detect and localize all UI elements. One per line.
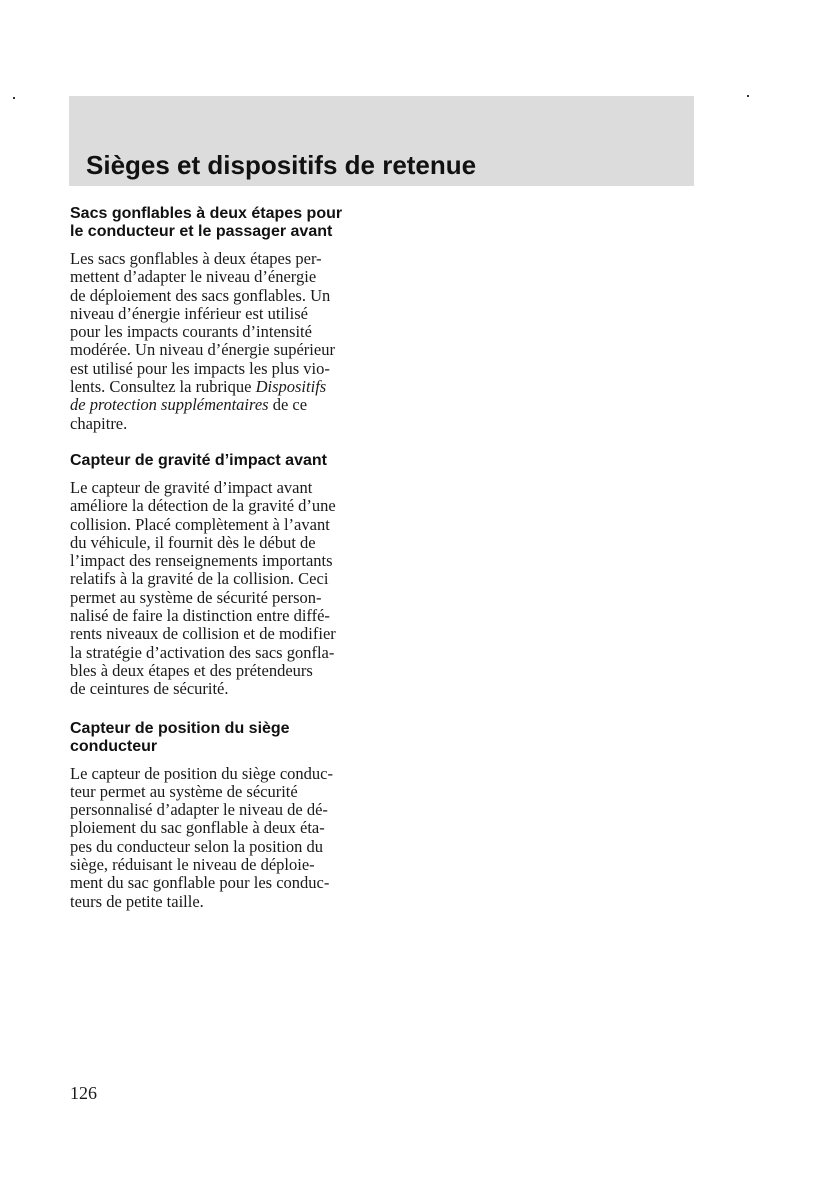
body-line: rents niveaux de collision et de modifier — [70, 624, 336, 644]
body-line: bles à deux étapes et des prétendeurs — [70, 660, 313, 680]
body-line: relatifs à la gravité de la collision. Ceci — [70, 569, 329, 589]
body-line: Le capteur de gravité d’impact avant — [70, 477, 313, 497]
heading-line: conducteur — [70, 737, 158, 755]
crop-mark-left — [13, 97, 15, 99]
heading-line: le conducteur et le passager avant — [70, 223, 333, 240]
section-driver-seat-position-sensor — [70, 720, 374, 911]
section-crash-severity-sensor — [70, 452, 374, 699]
body-line — [70, 396, 374, 414]
cross-reference-link[interactable]: de protection supplémentaires — [70, 395, 269, 415]
body-line: la stratégie d’activation des sacs gonfla- — [70, 642, 335, 662]
body-line: pour les impacts courants d’intensité — [70, 322, 312, 342]
body-line — [70, 378, 374, 396]
heading-line: Sacs gonflables à deux étapes pour — [70, 205, 343, 222]
body-line: chapitre. — [70, 413, 128, 433]
heading-line: Capteur de position du siège — [70, 719, 290, 737]
body-line: ment du sac gonflable pour les conduc- — [70, 873, 330, 893]
body-line: personnalisé d’adapter le niveau de dé- — [70, 800, 328, 820]
body-line: améliore la détection de la gravité d’une — [70, 496, 336, 516]
body-line: modérée. Un niveau d’énergie supérieur — [70, 340, 335, 360]
body-line: Les sacs gonflables à deux étapes per- — [70, 249, 322, 268]
body-line: pes du conducteur selon la position du — [70, 836, 323, 856]
body-line: mettent d’adapter le niveau d’énergie — [70, 267, 317, 287]
section-body — [70, 479, 374, 699]
section-heading — [70, 205, 374, 241]
heading-line: Capteur de gravité d’impact avant — [70, 451, 327, 469]
main-content — [70, 205, 374, 911]
body-line: du véhicule, il fournit dès le début de — [70, 532, 316, 552]
body-line: ploiement du sac gonflable à deux éta- — [70, 818, 325, 838]
section-heading — [70, 452, 374, 470]
body-line: teur permet au système de sécurité — [70, 781, 298, 801]
page-title: Sièges et dispositifs de retenue — [86, 150, 477, 180]
body-text: lents. Consultez la rubrique — [70, 377, 256, 397]
section-dual-stage-airbags — [70, 205, 374, 433]
body-line: collision. Placé complètement à l’avant — [70, 514, 330, 534]
cross-reference-link[interactable]: Dispositifs — [255, 377, 327, 397]
body-line: l’impact des renseignements importants — [70, 551, 333, 571]
body-line: est utilisé pour les impacts les plus vio- — [70, 358, 330, 378]
body-line: Le capteur de position du siège conduc- — [70, 763, 333, 783]
body-line: teurs de petite taille. — [70, 891, 204, 911]
page-number: 126 — [70, 1083, 97, 1103]
body-line: de ceintures de sécurité. — [70, 679, 229, 699]
section-heading — [70, 720, 374, 756]
body-line: de déploiement des sacs gonflables. Un — [70, 285, 331, 305]
body-line: niveau d’énergie inférieur est utilisé — [70, 303, 308, 323]
section-body — [70, 765, 374, 911]
body-line: permet au système de sécurité person- — [70, 587, 322, 607]
crop-mark-right — [747, 95, 749, 97]
body-line: siège, réduisant le niveau de déploie- — [70, 855, 315, 875]
body-text: de ce — [268, 395, 308, 415]
body-line: nalisé de faire la distinction entre diffé- — [70, 606, 330, 626]
section-body — [70, 250, 374, 433]
